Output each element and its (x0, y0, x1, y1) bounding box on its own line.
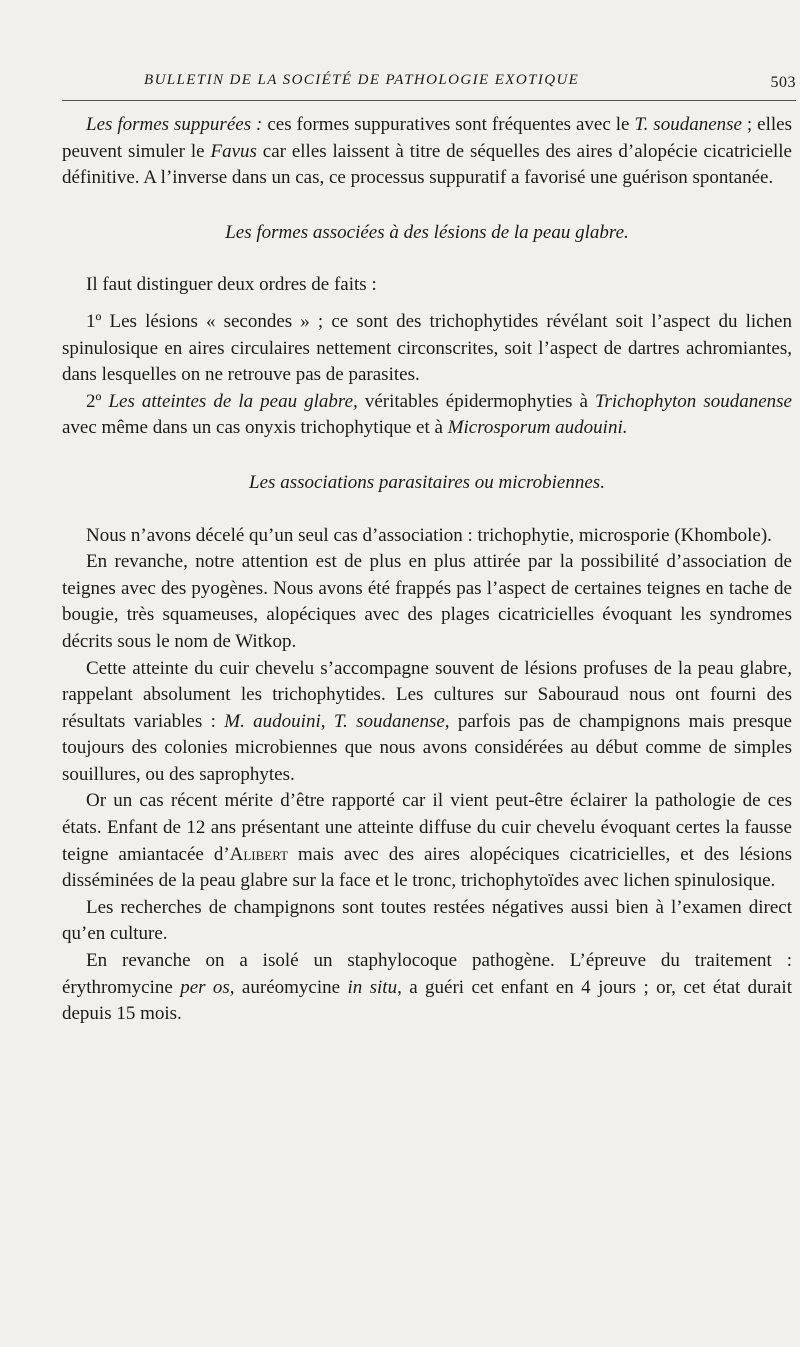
paragraph-cultures: Cette atteinte du cuir chevelu s’accompagne souvent de lésions profuses de la peau glabre, rappelant absolument les trichophytides. Les cultures sur Sabouraud nous ont fourni des résultats variables : M. audouini, T. soudanense, parfois pas de champignons mais presque toujours des colonies microbiennes que nous avons considérées au début comme de simples souillures, ou des saprophytes. (62, 657, 792, 785)
paragraph-suppurated-forms: Les formes suppurées : ces formes suppuratives sont fréquentes avec le T. soudanense ; elles peuvent simuler le Favus car elles laissent à titre de séquelles des aires d’alopécie cicatricielle définitive. A l’inverse dans un cas, ce processus suppuratif a favorisé une guérison spontanée. (62, 114, 792, 189)
paragraph-treatment: En revanche on a isolé un staphylocoque pathogène. L’épreuve du traitement : érythromycine per os, auréomycine in situ, a guéri cet enfant en 4 jours ; or, cet état durait depuis 15 mois. (62, 950, 792, 1025)
section-heading-glabrous-skin: Les formes associées à des lésions de la peau glabre. (225, 221, 629, 243)
species-name: T. soudanense (333, 710, 445, 732)
latin-term: in situ (347, 976, 398, 998)
species-name: M. audouini (224, 710, 321, 732)
species-name: T. soudanense (634, 114, 742, 135)
paragraph-glabrous-skin-lesions: 2º Les atteintes de la peau glabre, véritables épidermophyties à Trichophyton soudanense avec même dans un cas onyxis trichophytique et à Microsporum audouini. (62, 390, 792, 439)
article-body (62, 112, 792, 1028)
paragraph-two-orders: Il faut distinguer deux ordres de faits : (86, 274, 377, 296)
section-lead: Les formes suppurées : (86, 114, 263, 135)
page-number: 503 (770, 74, 796, 91)
section-lead: Les atteintes de la peau glabre, (108, 390, 358, 412)
species-name: Microsporum audouini. (447, 417, 628, 439)
journal-title: BULLETIN DE LA SOCIÉTÉ DE PATHOLOGIE EXOTIQUE (144, 72, 580, 88)
paragraph-secondary-lesions: 1º Les lésions « secondes » ; ce sont des trichophytides révélant soit l’aspect du lichen spinulosique en aires circulaires nettement circonscrites, soit l’aspect de dartres achromiantes, dans lesquelles on ne retrouve pas de parasites. (62, 310, 792, 386)
header-rule (62, 100, 796, 101)
paragraph-recent-case: Or un cas récent mérite d’être rapporté car il vient peut-être éclairer la pathologie de ces états. Enfant de 12 ans présentant une atteinte diffuse du cuir chevelu évoquant certes la fausse teigne amiantacée d’Alibert mais avec des aires alopéciques cicatricielles, et des lésions disséminées de la peau glabre sur la face et le tronc, trichophytoïdes avec lichen spinulosique. (62, 790, 792, 892)
species-name: Trichophyton soudanense (594, 390, 792, 412)
author-name: Alibert (229, 843, 289, 865)
running-head (62, 72, 796, 100)
latin-term: per os (180, 976, 230, 998)
disease-name: Favus (210, 140, 257, 162)
section-heading-associations: Les associations parasitaires ou microbiennes. (249, 471, 605, 493)
paragraph-pyogenes: En revanche, notre attention est de plus en plus attirée par la possibilité d’association de teignes avec des pyogènes. Nous avons été frappés pas l’aspect de certaines teignes en tache de bougie, très squameuses, alopéciques avec des plages cicatricielles évoquant les syndromes décrits sous le nom de Witkop. (62, 551, 792, 652)
paragraph-single-association: Nous n’avons décelé qu’un seul cas d’association : trichophytie, microsporie (Khombole). (86, 524, 772, 546)
paragraph-negative-research: Les recherches de champignons sont toutes restées négatives aussi bien à l’examen direct qu’en culture. (62, 896, 792, 945)
